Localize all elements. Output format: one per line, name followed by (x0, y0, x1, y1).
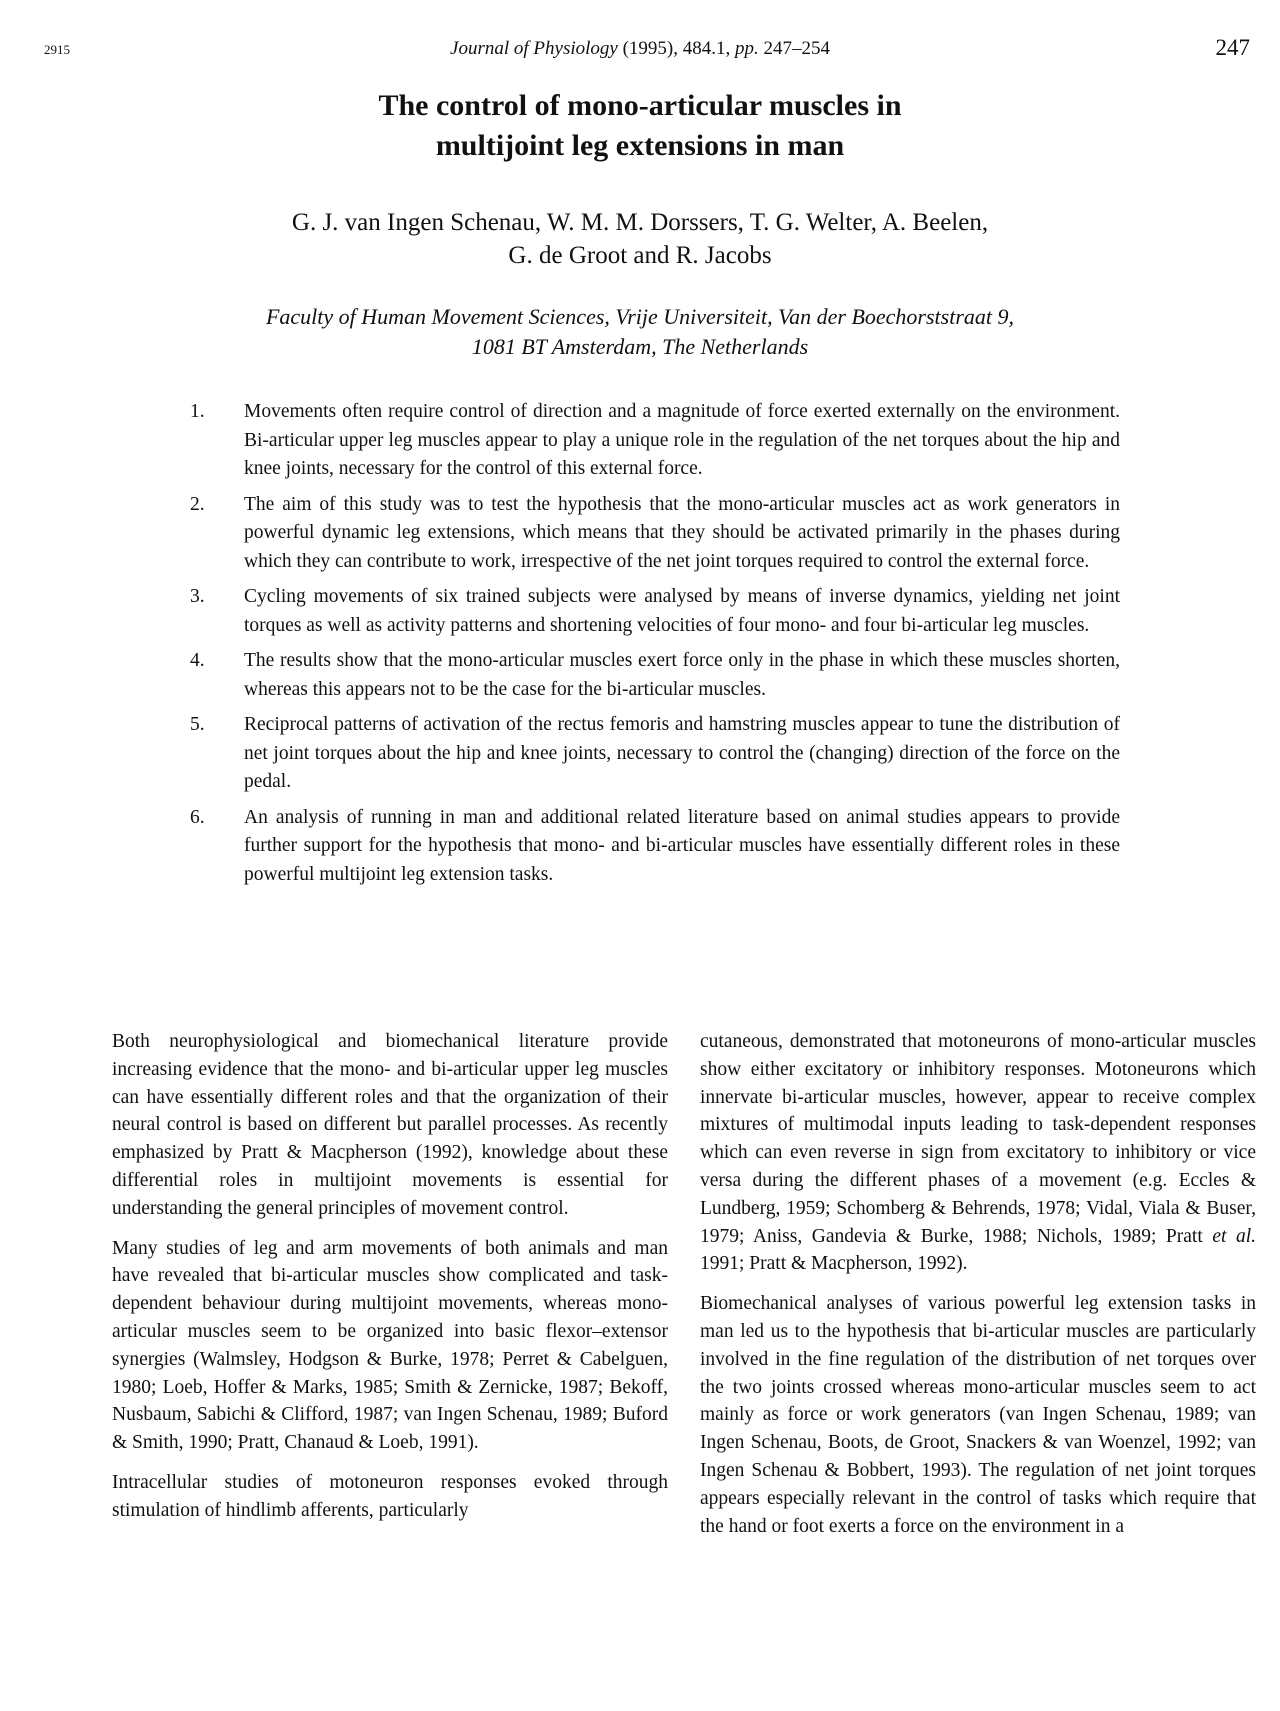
abstract-item-text: Reciprocal patterns of activation of the rectus femoris and hamstring muscles appear to tune the distribution of net joint torques about the hip and knee joints, necessary to control the (changing) direction of the force on the pedal. (244, 714, 1120, 792)
abstract-item-text: Movements often require control of direction and a magnitude of force exerted externally on the environment. Bi-articular upper leg muscles appear to play a unique role in the regulation of the net torques about the hip and knee joints, necessary for the control of this external force. (244, 401, 1120, 479)
abstract-item (190, 711, 1120, 797)
abstract-item (190, 647, 1120, 704)
document-id: 2915 (44, 42, 70, 57)
abstract-item-text: Cycling movements of six trained subjects were analysed by means of inverse dynamics, yielding net joint torques as well as activity patterns and shortening velocities of four mono- and four bi-articular leg muscles. (244, 586, 1120, 636)
abstract-item (190, 398, 1120, 484)
affiliation (0, 302, 1280, 362)
abstract-item-number: 6. (190, 806, 205, 828)
abstract-item-number: 5. (190, 714, 205, 735)
body-paragraph (700, 1028, 1256, 1278)
journal-name: Journal of Physiology (450, 38, 618, 59)
body-paragraph: Both neurophysiological and biomechanical literature provide increasing evidence that the mono- and bi-articular upper leg muscles can have essentially different roles and that the organization of their neural control is based on different but parallel processes. As recently emphasized by Pratt & Macpherson (1992), knowledge about these differential roles in multijoint movements is essential for understanding the general principles of movement control. (112, 1031, 668, 1219)
body-paragraph: Intracellular studies of motoneuron responses evoked through stimulation of hindlimb afferents, particularly (112, 1471, 668, 1521)
journal-pages: 247–254 (758, 38, 830, 59)
body-column-left (112, 1028, 668, 1537)
body-column-right (700, 1028, 1256, 1552)
abstract-item-number: 3. (190, 586, 205, 607)
body-text: 1991; Pratt & Macpherson, 1992). (700, 1253, 968, 1275)
body-paragraph: Biomechanical analyses of various powerful leg extension tasks in man led us to the hypothesis that bi-articular muscles are particularly involved in the fine regulation of the distribution of net torques over the two joints crossed whereas mono-articular muscles seem to act mainly as force or work generators (van Ingen Schenau, 1989; van Ingen Schenau, Boots, de Groot, Snackers & van Woenzel, 1992; van Ingen Schenau & Bobbert, 1993). The regulation of net joint torques appears especially relevant in the control of tasks which require that the hand or foot exerts a force on the environment in a (700, 1293, 1256, 1537)
journal-details: (1995), 484.1, (617, 38, 735, 59)
body-text: cutaneous, demonstrated that motoneurons of mono-articular muscles show either excitatory or inhibitory responses. Motoneurons which innervate bi-articular muscles, however, appear to receive complex mixtures of multimodal inputs leading to task-dependent responses which can even reverse in sign from excitatory to inhibitory or vice versa during the different phases of a movement (e.g. Eccles & Lundberg, 1959; Schomberg & Behrends, 1978; Vidal, Viala & Buser, 1979; Aniss, Gandevia & Burke, 1988; Nichols, 1989; Pratt (700, 1031, 1256, 1247)
authors-line-1: G. J. van Ingen Schenau, W. M. M. Dorssers, T. G. Welter, A. Beelen, (291, 209, 989, 236)
page-header (0, 35, 1280, 68)
abstract-item-text: An analysis of running in man and additional related literature based on animal studies appears to provide further support for the hypothesis that mono- and bi-articular muscles have essentially different roles in these powerful multijoint leg extension tasks. (244, 806, 1120, 885)
abstract-item (190, 583, 1120, 640)
abstract-item-number: 2. (190, 493, 205, 515)
abstract-item-number: 4. (190, 650, 205, 671)
paper-title (0, 86, 1280, 166)
title-line-1: The control of mono-articular muscles in (378, 89, 902, 122)
authors (0, 206, 1280, 272)
abstract-item-text: The results show that the mono-articular muscles exert force only in the phase in which these muscles shorten, whereas this appears not to be the case for the bi-articular muscles. (244, 650, 1120, 700)
abstract-item-text: The aim of this study was to test the hypothesis that the mono-articular muscles act as work generators in powerful dynamic leg extensions, which means that they should be activated primarily in the phases during which they can contribute to work, irrespective of the net joint torques required to control the external force. (244, 493, 1120, 572)
body-paragraph: Many studies of leg and arm movements of both animals and man have revealed that bi-articular muscles show complicated and task-dependent behaviour during multijoint movements, whereas mono-articular muscles seem to be organized into basic flexor–extensor synergies (Walmsley, Hodgson & Burke, 1978; Perret & Cabelguen, 1980; Loeb, Hoffer & Marks, 1985; Smith & Zernicke, 1987; Bekoff, Nusbaum, Sabichi & Clifford, 1987; van Ingen Schenau, 1989; Buford & Smith, 1990; Pratt, Chanaud & Loeb, 1991). (112, 1237, 668, 1454)
title-line-2: multijoint leg extensions in man (435, 129, 845, 162)
abstract-item (190, 804, 1120, 890)
authors-line-2: G. de Groot and R. Jacobs (508, 242, 772, 269)
abstract-item-number: 1. (190, 401, 205, 422)
abstract-item (190, 491, 1120, 577)
pp-label: pp. (734, 38, 759, 59)
affiliation-line-1: Faculty of Human Movement Sciences, Vrije Universiteit, Van der Boechorststraat 9, (265, 304, 1015, 329)
et-al-citation: et al. (1212, 1225, 1256, 1247)
affiliation-line-2: 1081 BT Amsterdam, The Netherlands (471, 334, 809, 359)
journal-citation (0, 38, 1280, 60)
page-number: 247 (1215, 35, 1250, 60)
abstract-list (190, 398, 1120, 896)
